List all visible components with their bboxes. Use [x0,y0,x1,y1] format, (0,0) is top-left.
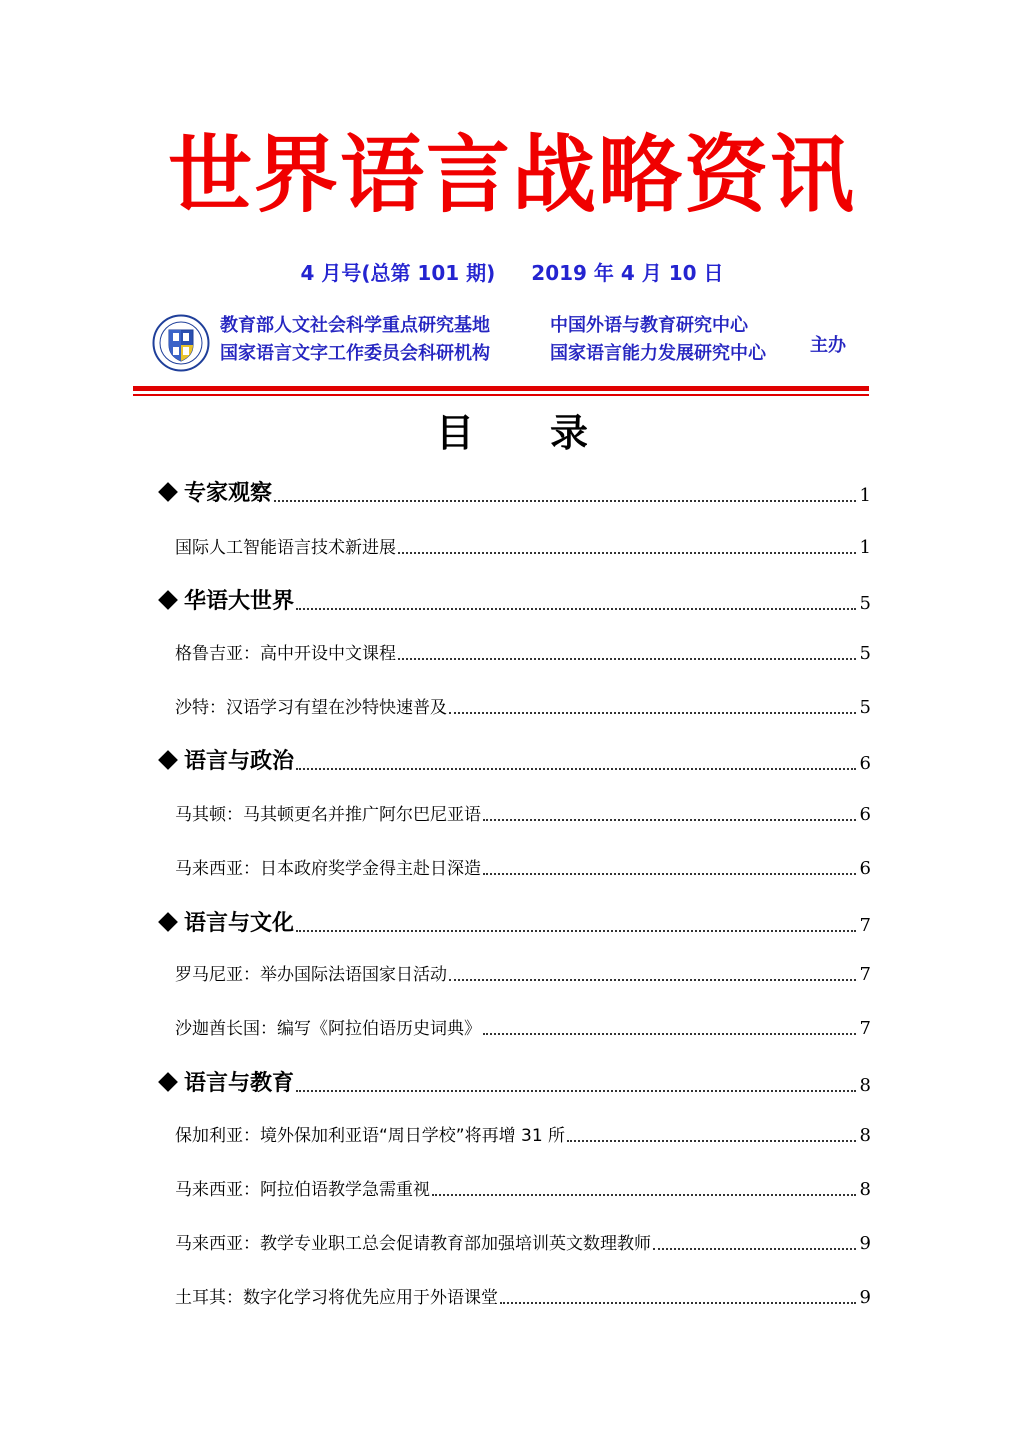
toc-item-entry[interactable] [155,963,871,987]
toc-item-entry[interactable] [155,803,871,827]
sponsor-org: 中国外语与教育研究中心 [550,315,748,336]
dot-leader [483,819,856,821]
toc-item-entry[interactable] [155,1178,871,1202]
toc-item-title: 马来西亚：日本政府奖学金得主赴日深造 [175,859,481,879]
toc-page-number: 8 [859,1075,871,1096]
toc-item-title: 罗马尼亚：举办国际法语国家日活动 [175,965,447,985]
toc-page-number: 7 [859,1018,871,1039]
toc-page-number: 5 [859,697,871,718]
toc-page-number: 5 [859,643,871,664]
dot-leader [567,1140,855,1142]
toc-page-number: 8 [859,1179,871,1200]
dot-leader [432,1194,856,1196]
diamond-bullet-icon [158,1072,178,1092]
diamond-bullet-icon [158,590,178,610]
toc-item-entry[interactable] [155,857,871,881]
dot-leader [274,500,856,502]
dot-leader [500,1302,856,1304]
toc-item-title: 保加利亚：境外保加利亚语“周日学校”将再增 31 所 [175,1126,566,1146]
diamond-bullet-icon [158,750,178,770]
toc-page-number: 1 [859,485,871,506]
sponsor-org-list [220,312,820,368]
toc-page-number: 5 [859,593,871,614]
dot-leader [449,979,856,981]
toc-section-title [155,588,294,616]
toc-section-title [155,480,272,508]
sponsor-org: 教育部人文社会科学重点研究基地 [220,315,490,336]
toc-section-title [155,1070,294,1098]
toc-section-entry[interactable] [155,588,871,616]
toc-page-number: 6 [859,753,871,774]
sponsor-line [220,312,820,340]
toc-item-entry[interactable] [155,536,871,560]
toc-item-title: 沙迦酋长国：编写《阿拉伯语历史词典》 [175,1019,481,1039]
toc-section-entry[interactable] [155,748,871,776]
bfsu-seal-icon [152,314,210,372]
toc-section-text: 语言与政治 [184,749,295,774]
toc-item-title: 土耳其：数字化学习将优先应用于外语课堂 [175,1288,498,1308]
toc-item-title: 马来西亚：阿拉伯语教学急需重视 [175,1180,430,1200]
dot-leader [653,1248,856,1250]
header-rule-thin [133,394,869,396]
toc-item-entry[interactable] [155,1017,871,1041]
sponsor-role: 主办 [810,335,846,356]
sponsor-line [220,340,820,368]
toc-item-title: 马其顿：马其顿更名并推广阿尔巴尼亚语 [175,805,481,825]
toc-section-entry[interactable] [155,1070,871,1098]
diamond-bullet-icon [158,912,178,932]
toc-page-number: 8 [859,1125,871,1146]
dot-leader [483,1033,856,1035]
toc-page-number: 6 [859,858,871,879]
toc-item-title: 格鲁吉亚：高中开设中文课程 [175,644,396,664]
toc-item-title: 国际人工智能语言技术新进展 [175,538,396,558]
toc-section-text: 语言与文化 [184,911,295,936]
toc-item-entry[interactable] [155,1232,871,1256]
toc-title: 目 录 [435,410,588,455]
dot-leader [483,873,856,875]
toc-section-text: 语言与教育 [184,1071,295,1096]
issue-line [0,258,1024,288]
toc-section-text: 华语大世界 [184,589,295,614]
toc-item-title: 马来西亚：教学专业职工总会促请教育部加强培训英文数理教师 [175,1234,651,1254]
header-rule-thick [133,386,869,391]
sponsor-org: 国家语言能力发展研究中心 [550,343,766,364]
dot-leader [296,930,856,932]
toc-item-title: 沙特：汉语学习有望在沙特快速普及 [175,698,447,718]
dot-leader [449,712,856,714]
issue-date: 2019 年 4 月 10 日 [531,261,724,285]
toc-item-entry[interactable] [155,1124,871,1148]
issue-number: 4 月号(总第 101 期) [300,261,496,285]
toc-item-entry[interactable] [155,642,871,666]
dot-leader [296,768,856,770]
toc-item-entry[interactable] [155,1286,871,1310]
masthead-title: 世界语言战略资讯 [167,126,856,224]
sponsor-org: 国家语言文字工作委员会科研机构 [220,343,490,364]
sponsor-block [152,312,872,382]
toc-page-number: 9 [859,1233,871,1254]
toc-page-number: 6 [859,804,871,825]
toc-section-title [155,910,294,938]
toc-section-entry[interactable] [155,480,871,508]
toc-page-number: 7 [859,964,871,985]
dot-leader [296,608,856,610]
toc-item-entry[interactable] [155,696,871,720]
dot-leader [296,1090,856,1092]
dot-leader [398,658,856,660]
toc-page-number: 9 [859,1287,871,1308]
toc-page-number: 7 [859,915,871,936]
toc-page-number: 1 [859,537,871,558]
toc-section-entry[interactable] [155,910,871,938]
toc-section-text: 专家观察 [184,481,273,506]
toc-section-title [155,748,294,776]
diamond-bullet-icon [158,482,178,502]
dot-leader [398,552,856,554]
